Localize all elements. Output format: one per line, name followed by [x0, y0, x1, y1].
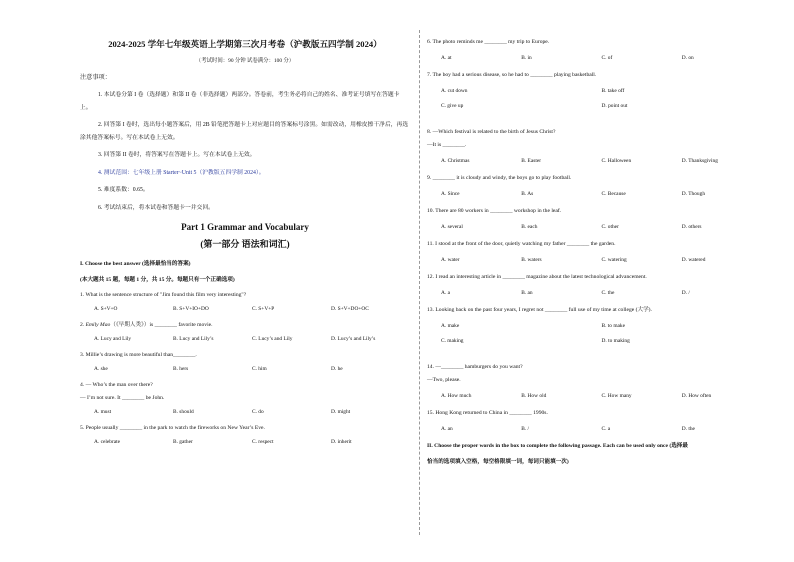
question-9-options — [427, 191, 762, 197]
option[interactable]: D. Though — [681, 191, 706, 197]
option[interactable]: C. the — [601, 290, 615, 296]
question-2-title: Emily Mao — [85, 322, 111, 328]
option[interactable]: C. watering — [601, 257, 627, 263]
option[interactable]: B. Lucy and Lily’s — [173, 336, 214, 342]
option[interactable]: C. do — [252, 409, 264, 415]
column-divider — [419, 30, 420, 535]
exam-title: 2024-2025 学年七年级英语上学期第三次月考卷（沪教版五四学制 2024） — [108, 39, 382, 49]
option[interactable]: B. in — [521, 55, 532, 61]
option[interactable]: A. a — [441, 290, 450, 296]
option[interactable]: B. should — [173, 409, 194, 415]
option[interactable]: A. several — [441, 224, 463, 230]
question-9: 9. ________ it is cloudy and windy, the boys go to play football. — [427, 175, 572, 181]
option[interactable]: A. must — [94, 409, 112, 415]
option[interactable]: D. to making — [601, 338, 630, 344]
question-14-sub: —Two, please. — [427, 377, 461, 383]
exam-info: （考试时间：90 分钟 试卷满分：100 分） — [195, 58, 295, 64]
question-11-options — [427, 257, 762, 263]
question-13: 13. Looking back on the past four years, I regret not ________ full use of my time at college (大学). — [427, 307, 652, 313]
question-4-stem: 4. — Who’s the man over there? — [80, 382, 153, 388]
right-column — [427, 38, 762, 467]
question-1-options — [80, 306, 410, 312]
question-14-stem: 14. —________ hamburgers do you want? — [427, 364, 523, 370]
question-2 — [80, 321, 410, 329]
option[interactable]: D. / — [681, 290, 690, 296]
question-14 — [427, 363, 762, 384]
section-2-line-2: 恰当的选项填入空格，每空格限填一词，每词只能填一次) — [427, 459, 569, 465]
option[interactable]: B. hers — [173, 366, 189, 372]
option[interactable]: D. How often — [681, 393, 712, 399]
option[interactable]: A. Since — [441, 191, 460, 197]
notice-item-1: 1. 本试卷分第 I 卷（选择题）和第 II 卷（非选择题）两部分。答卷前，考生务必将自己的姓名、准考证号填写在答题卡上。 — [80, 92, 400, 111]
question-2-text: （《早期人类》）is ________ favorite movie. — [110, 322, 213, 328]
option[interactable]: A. an — [441, 426, 453, 432]
option[interactable]: A. celebrate — [94, 439, 121, 445]
option[interactable]: B. each — [521, 224, 538, 230]
option[interactable]: D. S+V+DO+OC — [331, 306, 369, 312]
question-15-options — [427, 426, 762, 432]
part-subtitle: (第一部分 语法和词汇) — [200, 239, 290, 249]
option[interactable]: D. Thanksgiving — [681, 158, 718, 164]
option[interactable]: A. make — [441, 323, 460, 329]
section-1-title: I. Choose the best answer (选择最恰当的答案) — [80, 261, 191, 267]
notice-item-5: 5. 难度系数：0.65。 — [98, 187, 149, 193]
question-13-options — [427, 323, 762, 353]
question-8-options — [427, 158, 762, 164]
option[interactable]: A. Christmas — [441, 158, 470, 164]
question-10: 10. There are 80 workers in ________ workshop in the leaf. — [427, 208, 562, 214]
option[interactable]: B. waters — [521, 257, 542, 263]
question-2-number: 2. — [80, 322, 86, 328]
option[interactable]: D. others — [681, 224, 702, 230]
option[interactable]: B. S+V+IO+DO — [173, 306, 209, 312]
option[interactable]: C. of — [601, 55, 613, 61]
option[interactable]: B. gather — [173, 439, 193, 445]
section-2-line-1: II. Choose the proper words in the box to complete the following passage. Each can be used only once (选择最 — [427, 443, 688, 449]
option[interactable]: D. point out — [601, 103, 628, 109]
option[interactable]: C. other — [601, 224, 619, 230]
notice-item-3: 3. 回答第 II 卷时，将答案写在答题卡上。写在本试卷上无效。 — [98, 152, 256, 158]
notice-item-2: 2. 回答第 I 卷时，选出每小题答案后，用 2B 铅笔把答题卡上对应题目的答案标号涂黑。如需改动，用橡皮擦干净后，再选涂其他答案标号。写在本试卷上无效。 — [80, 122, 409, 141]
question-8-stem: 8. —Which festival is related to the birth of Jesus Christ? — [427, 129, 556, 135]
question-4-sub: — I’m not sure. It ________ be John. — [80, 395, 165, 401]
option[interactable]: D. inherit — [331, 439, 352, 445]
question-4-options — [80, 409, 410, 415]
option[interactable]: A. at — [441, 55, 452, 61]
option[interactable]: B. How old — [521, 393, 547, 399]
option[interactable]: B. take off — [601, 88, 625, 94]
option[interactable]: A. Lucy and Lily — [94, 336, 132, 342]
option[interactable]: B. / — [521, 426, 530, 432]
left-column — [80, 38, 410, 454]
notice-item-4: 4. 测试范围：七年级上册 Starter~Unit 5（沪教版五四学制 2024）。 — [98, 169, 265, 176]
section-1-desc: (本大题共 15 题，每题 1 分，共 15 分。每题只有一个正确选项) — [80, 277, 235, 283]
option[interactable]: C. How many — [601, 393, 632, 399]
option[interactable]: C. him — [252, 366, 267, 372]
option[interactable]: B. to make — [601, 323, 626, 329]
option[interactable]: C. Lucy’s and Lily — [252, 336, 293, 342]
question-4 — [80, 381, 410, 402]
question-6-options — [427, 55, 762, 61]
option[interactable]: B. Easter — [521, 158, 542, 164]
question-7: 7. The boy had a serious disease, so he had to ________ playing basketball. — [427, 72, 597, 78]
question-12-options — [427, 290, 762, 296]
option[interactable]: C. respect — [252, 439, 274, 445]
notice-heading: 注意事项： — [80, 74, 111, 81]
question-6: 6. The photo reminds me ________ my trip to Europe. — [427, 39, 550, 45]
option[interactable]: C. making — [441, 338, 464, 344]
notice-item-6: 6. 考试结束后，将本试卷和答题卡一并交回。 — [98, 204, 214, 211]
option[interactable]: A. cut down — [441, 88, 468, 94]
question-15: 15. Hong Kong returned to China in ________ 1990s. — [427, 410, 548, 416]
option[interactable]: C. Halloween — [601, 158, 632, 164]
option[interactable]: C. give up — [441, 103, 464, 109]
option[interactable]: D. watered — [681, 257, 706, 263]
option[interactable]: D. he — [331, 366, 343, 372]
question-14-options — [427, 393, 762, 399]
option[interactable]: A. water — [441, 257, 460, 263]
option[interactable]: B. As — [521, 191, 534, 197]
question-7-options — [427, 88, 762, 118]
question-10-options — [427, 224, 762, 230]
option[interactable]: A. she — [94, 366, 108, 372]
option[interactable]: D. the — [681, 426, 695, 432]
option[interactable]: D. might — [331, 409, 351, 415]
section-2-title — [427, 442, 762, 467]
option[interactable]: C. S+V+P — [252, 306, 275, 312]
option[interactable]: C. a — [601, 426, 611, 432]
option[interactable]: D. Lucy’s and Lily’s — [331, 336, 376, 342]
question-1: 1. What is the sentence structure of "Jim found this film very interesting"? — [80, 292, 247, 298]
question-12: 12. I read an interesting article in ________ magazine about the latest technological advancement. — [427, 274, 647, 280]
question-8 — [427, 128, 762, 149]
question-5-options — [80, 439, 410, 445]
option[interactable]: C. Because — [601, 191, 626, 197]
part-title: Part 1 Grammar and Vocabulary — [181, 222, 309, 232]
option[interactable]: B. an — [521, 290, 533, 296]
option[interactable]: A. S+V+O — [94, 306, 118, 312]
question-5: 5. People usually ________ in the park to watch the fireworks on New Year’s Eve. — [80, 425, 265, 431]
question-2-options — [80, 336, 410, 342]
option[interactable]: D. on — [681, 55, 694, 61]
question-3-options — [80, 366, 410, 372]
option[interactable]: A. How much — [441, 393, 472, 399]
question-8-sub: —It is ________. — [427, 142, 467, 148]
question-11: 11. I stood at the front of the door, quietly watching my father ________ the garden. — [427, 241, 616, 247]
question-3: 3. Millie’s drawing is more beautiful than________. — [80, 352, 197, 358]
